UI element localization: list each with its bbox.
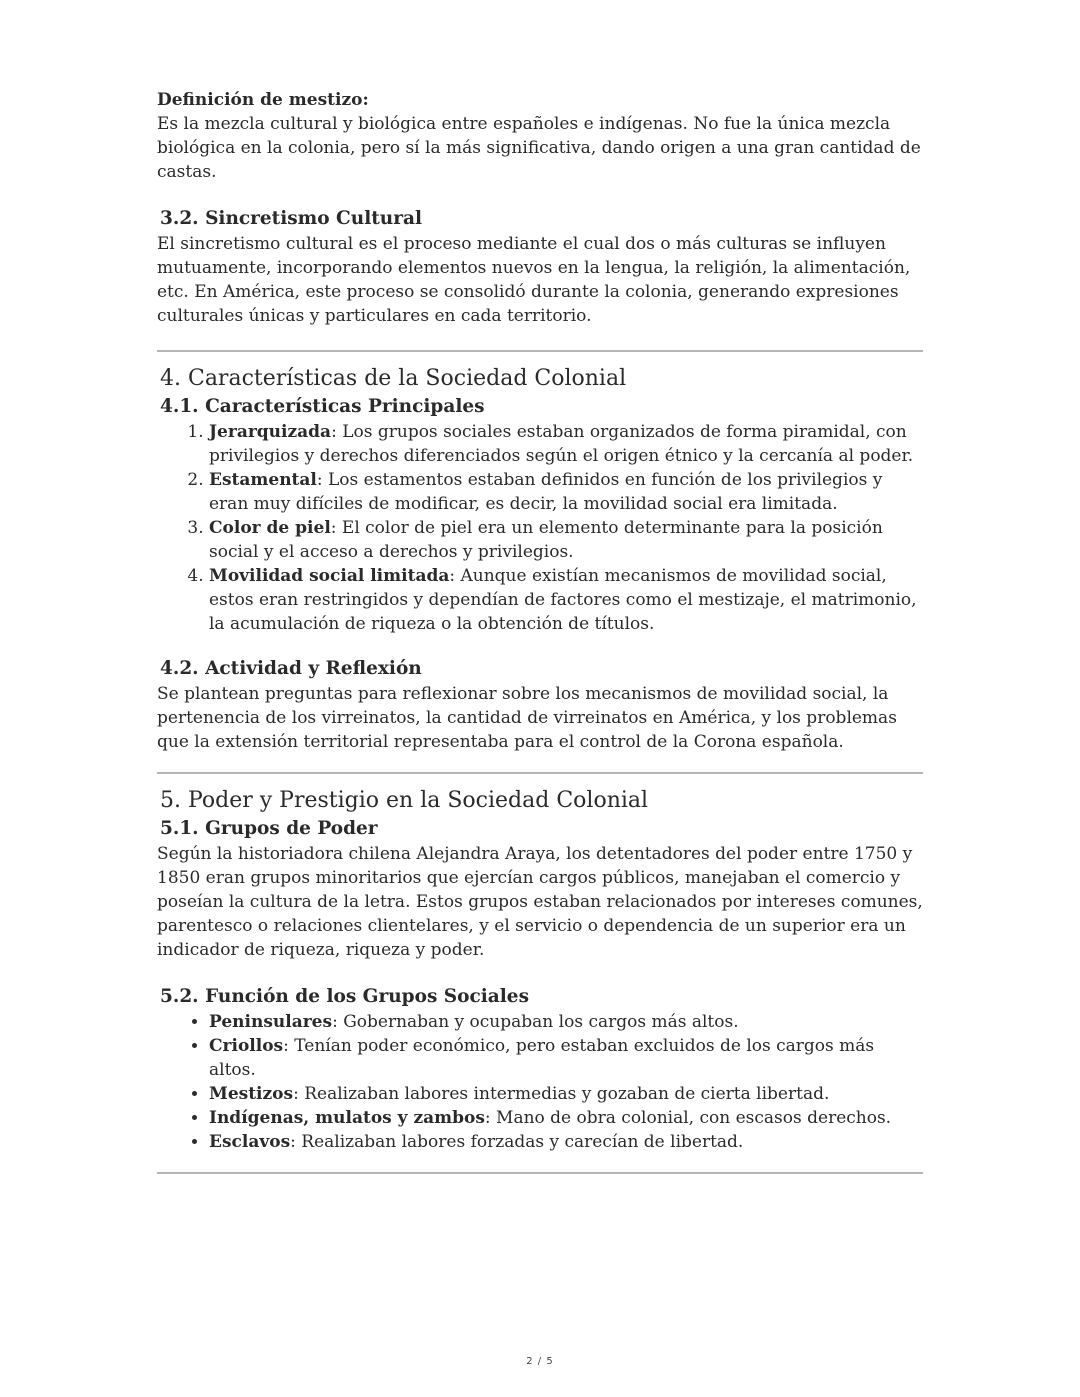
list-item-term: Estamental	[209, 470, 317, 490]
list-item-text: : Aunque existían mecanismos de movilidad social, estos eran restringidos y dependían de factores como el mestizaje, el matrimonio, la acumulación de riqueza o la obtención de títulos.	[209, 566, 917, 634]
page-number: 2 / 5	[526, 1356, 554, 1367]
list-item-term: Jerarquizada	[209, 422, 332, 442]
list-item-term: Peninsulares	[209, 1012, 333, 1032]
section-3-2-text: El sincretismo cultural es el proceso mediante el cual dos o más culturas se influyen mutuamente, incorporando elementos nuevos en la lengua, la religión, la alimentación, etc. En América, este proceso se consolidó durante la colonia, generando expresiones culturales únicas y particulares en cada territorio.	[157, 234, 911, 326]
list-item	[209, 1082, 923, 1106]
list-item-term: Esclavos	[209, 1132, 291, 1152]
list-item-term: Mestizos	[209, 1084, 294, 1104]
section-3-2-heading: 3.2. Sincretismo Cultural	[160, 208, 422, 229]
list-item-term: Criollos	[209, 1036, 284, 1056]
list-item	[209, 564, 923, 636]
section-4-heading: 4. Características de la Sociedad Colonial	[160, 366, 627, 391]
mestizo-definition-title: Definición de mestizo:	[157, 90, 369, 110]
characteristics-list	[157, 420, 923, 636]
section-4-2-heading: 4.2. Actividad y Reflexión	[160, 658, 422, 679]
list-item	[209, 516, 923, 564]
section-5-1-heading: 5.1. Grupos de Poder	[160, 818, 378, 839]
document-page	[157, 88, 923, 1174]
list-item	[209, 420, 923, 468]
list-item-text: : Realizaban labores intermedias y gozaban de cierta libertad.	[293, 1084, 830, 1104]
social-groups-list	[157, 1010, 923, 1154]
section-4-1-heading: 4.1. Características Principales	[160, 396, 485, 417]
list-item-text: : Tenían poder económico, pero estaban excluidos de los cargos más altos.	[209, 1036, 875, 1080]
list-item-text: : Los grupos sociales estaban organizados de forma piramidal, con privilegios y derechos diferenciados según el origen étnico y la cercanía al poder.	[209, 422, 914, 466]
section-5-2-heading: 5.2. Función de los Grupos Sociales	[160, 986, 529, 1007]
list-item-text: : Mano de obra colonial, con escasos derechos.	[484, 1108, 892, 1128]
list-item-text: : Gobernaban y ocupaban los cargos más altos.	[332, 1012, 739, 1032]
list-item	[209, 1010, 923, 1034]
list-item	[209, 1130, 923, 1154]
list-item-text: : El color de piel era un elemento determinante para la posición social y el acceso a derechos y privilegios.	[209, 518, 883, 562]
section-5-heading: 5. Poder y Prestigio en la Sociedad Colonial	[160, 788, 649, 813]
list-item-text: : Los estamentos estaban definidos en función de los privilegios y eran muy difíciles de modificar, es decir, la movilidad social era limitada.	[209, 470, 883, 514]
section-5-1-text: Según la historiadora chilena Alejandra Araya, los detentadores del poder entre 1750 y 1850 eran grupos minoritarios que ejercían cargos públicos, manejaban el comercio y poseían la cultura de la letra. Estos grupos estaban relacionados por intereses comunes, parentesco o relaciones clientelares, y el servicio o dependencia de un superior era un indicador de riqueza, riqueza y poder.	[157, 844, 923, 960]
list-item	[209, 1034, 923, 1082]
list-item-text: : Realizaban labores forzadas y carecían de libertad.	[290, 1132, 744, 1152]
list-item-term: Indígenas, mulatos y zambos	[209, 1108, 485, 1128]
section-divider	[157, 1172, 923, 1174]
list-item	[209, 1106, 923, 1130]
mestizo-definition-text: Es la mezcla cultural y biológica entre españoles e indígenas. No fue la única mezcla biológica en la colonia, pero sí la más significativa, dando origen a una gran cantidad de castas.	[157, 114, 921, 182]
list-item-term: Movilidad social limitada	[209, 566, 450, 586]
list-item	[209, 468, 923, 516]
section-4-2-text: Se plantean preguntas para reflexionar sobre los mecanismos de movilidad social, la pertenencia de los virreinatos, la cantidad de virreinatos en América, y los problemas que la extensión territorial representaba para el control de la Corona española.	[157, 684, 897, 752]
list-item-term: Color de piel	[209, 518, 331, 538]
